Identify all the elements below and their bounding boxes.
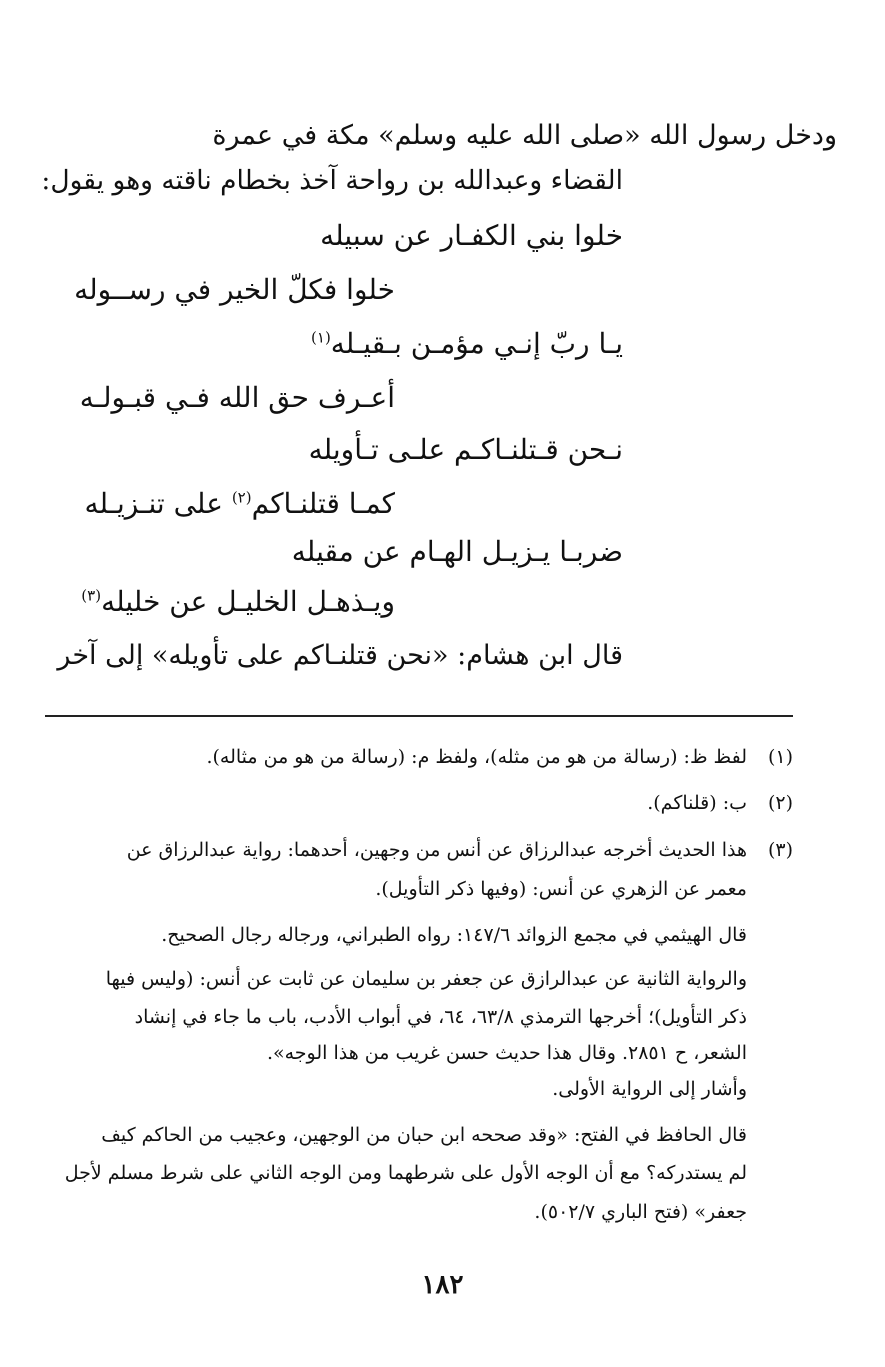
footnote-1-number: (١) bbox=[767, 746, 793, 768]
verse-1-right: خلوا بني الكفـار عن سبيله bbox=[320, 219, 623, 252]
verse-3-left bbox=[84, 487, 395, 520]
verse-3-left-a: كمـا قتلنـاكم bbox=[251, 487, 395, 520]
verse-3-left-b: على تنـزيـله bbox=[84, 487, 223, 520]
footnote-2-number: (٢) bbox=[767, 792, 793, 814]
footnote-divider bbox=[45, 715, 793, 717]
footnote-3-line-10: جعفر» (فتح الباري ٥٠٢/٧). bbox=[534, 1201, 747, 1223]
footnote-2-text: ب: (قلناكم). bbox=[647, 792, 747, 814]
footnote-1-text: لفظ ظ: (رسالة من هو من مثله)، ولفظ م: (رسالة من هو من مثاله). bbox=[206, 746, 747, 768]
verse-2-right bbox=[311, 327, 623, 360]
verse-3-right: نـحن قـتلنـاكـم علـى تـأويله bbox=[308, 433, 623, 466]
footnote-3-line-7: وأشار إلى الرواية الأولى. bbox=[552, 1078, 747, 1100]
footnote-3-line-6: الشعر، ح ٢٨٥١. وقال هذا حديث حسن غريب من هذا الوجه». bbox=[266, 1042, 747, 1064]
verse-4-right: ضربـا يـزيـل الهـام عن مقيله bbox=[291, 535, 623, 568]
footnote-ref-2: (٢) bbox=[231, 488, 252, 507]
footnote-ref-1: (١) bbox=[311, 328, 331, 347]
footnote-ref-3: (٣) bbox=[81, 586, 102, 605]
footnote-3-line-5: ذكر التأويل)؛ أخرجها الترمذي ٦٣/٨، ٦٤، في أبواب الأدب، باب ما جاء في إنشاد bbox=[134, 1006, 747, 1028]
body-line-2: القضاء وعبدالله بن رواحة آخذ بخطام ناقته وهو يقول: bbox=[41, 165, 623, 196]
verse-1-left: خلوا فكلّ الخير في رســوله bbox=[74, 273, 395, 306]
verse-4-left bbox=[81, 585, 395, 618]
page-number: ١٨٢ bbox=[421, 1270, 464, 1300]
footnote-3-line-9: لم يستدركه؟ مع أن الوجه الأول على شرطهما ومن الوجه الثاني على شرط مسلم لأجل bbox=[64, 1162, 747, 1184]
footnote-3-line-3: قال الهيثمي في مجمع الزوائد ١٤٧/٦: رواه الطبراني، ورجاله رجال الصحيح. bbox=[161, 924, 747, 946]
footnote-3-number: (٣) bbox=[767, 839, 793, 861]
body-line-1: ودخل رسول الله «صلى الله عليه وسلم» مكة في عمرة bbox=[212, 120, 837, 151]
body-closing-line: قال ابن هشام: «نحن قتلنـاكم على تأويله» إلى آخر bbox=[57, 640, 623, 671]
footnote-3-line-8: قال الحافظ في الفتح: «وقد صححه ابن حبان من الوجهين، وعجيب من الحاكم كيف bbox=[101, 1124, 747, 1146]
verse-2-right-text: يـا ربّ إنـي مؤمـن بـقيـله bbox=[330, 327, 623, 360]
footnote-3-line-2: معمر عن الزهري عن أنس: (وفيها ذكر التأويل). bbox=[375, 878, 747, 900]
verse-4-left-text: ويـذهـل الخليـل عن خليله bbox=[101, 585, 395, 618]
verse-2-left: أعـرف حق الله فـي قبـولـه bbox=[79, 381, 395, 414]
footnote-3-line-4: والرواية الثانية عن عبدالرازق عن جعفر بن سليمان عن ثابت عن أنس: (وليس فيها bbox=[105, 968, 747, 990]
footnote-3-line-1: هذا الحديث أخرجه عبدالرزاق عن أنس من وجهين، أحدهما: رواية عبدالرزاق عن bbox=[126, 839, 747, 861]
